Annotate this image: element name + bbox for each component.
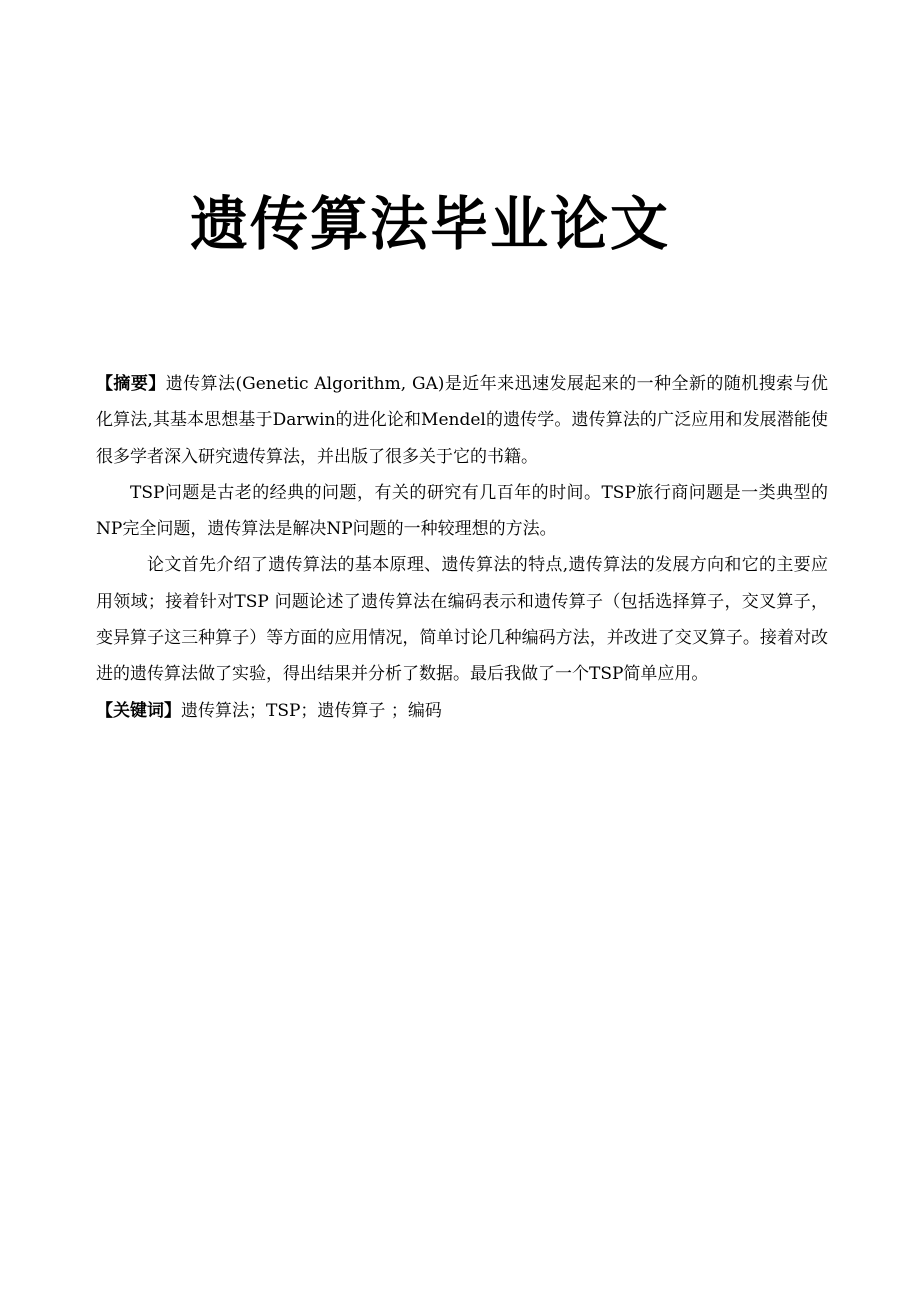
abstract-paragraph-1 [96,366,828,475]
abstract-label: 【摘要】 [96,374,166,394]
keywords-text: 遗传算法；TSP；遗传算子 ；编码 [181,700,442,721]
abstract-paragraph-2: TSP问题是古老的经典的问题，有关的研究有几百年的时间。TSP旅行商问题是一类典型的NP完全问题，遗传算法是解决NP问题的一种较理想的方法。 [96,482,828,540]
abstract-section [96,366,828,729]
keywords-line [96,693,828,729]
keywords-label: 【关键词】 [96,700,181,721]
abstract-text-1: 遗传算法(Genetic Algorithm, GA)是近年来迅速发展起来的一种全新的随机搜索与优化算法,其基本思想基于Darwin的进化论和Mendel的遗传学。遗传算法的广泛应用和发展潜能使很多学者深入研究遗传算法，并出版了很多关于它的书籍。 [96,374,828,467]
page-title: 遗传算法毕业论文 [189,190,670,258]
abstract-paragraph-3: 论文首先介绍了遗传算法的基本原理、遗传算法的特点,遗传算法的发展方向和它的主要应用领域；接着针对TSP 问题论述了遗传算法在编码表示和遗传算子（包括选择算子，交叉算子，变异算子这三种算子）等方面的应用情况，简单讨论几种编码方法，并改进了交叉算子。接着对改进的遗传算法做了实验，得出结果并分析了数据。最后我做了一个TSP简单应用。 [96,555,828,685]
